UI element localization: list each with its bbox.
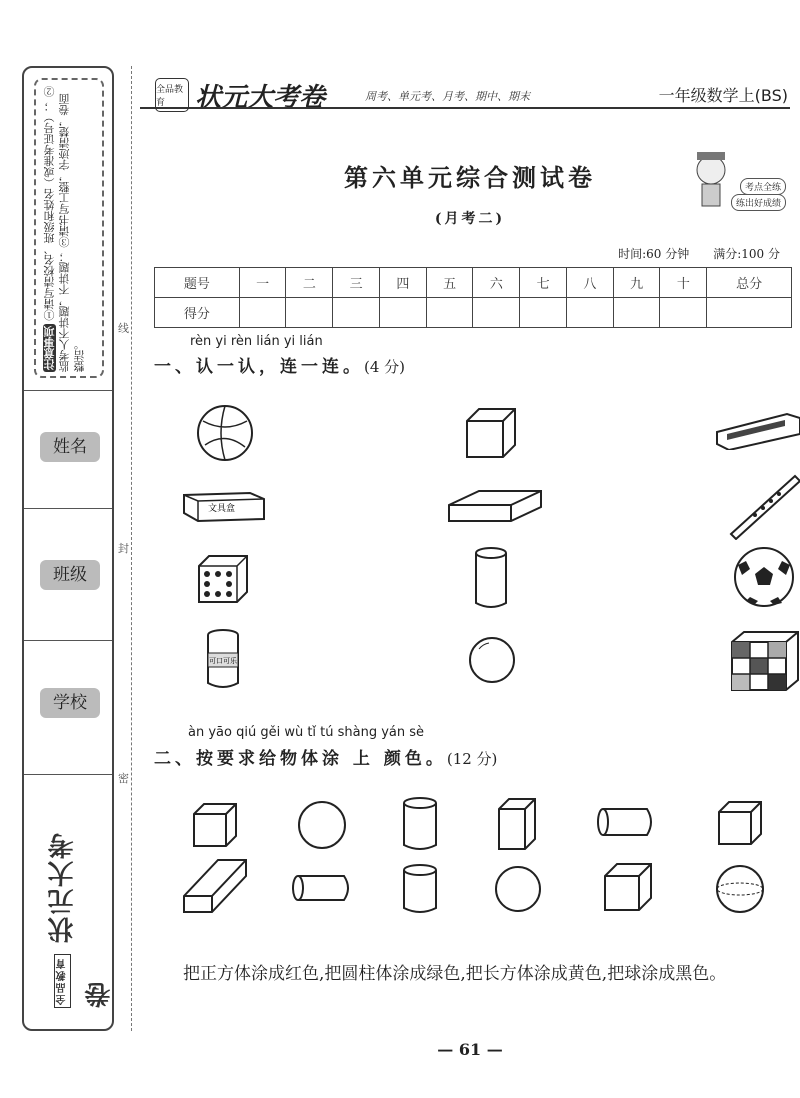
score-table: [154, 267, 792, 328]
score-table-header: [155, 268, 792, 298]
note-3: ③请书写工整，字迹清楚，卷面整洁。: [58, 93, 86, 372]
section1-heading: [154, 352, 405, 377]
grade-label: 一年级数学上(BS): [658, 86, 788, 105]
cell: 一: [239, 268, 286, 298]
divider: [24, 508, 112, 509]
sphere-icon[interactable]: [295, 798, 349, 852]
score-input[interactable]: [426, 298, 473, 328]
cell: 八: [566, 268, 613, 298]
score-input[interactable]: [239, 298, 286, 328]
cell: 得分: [155, 298, 240, 328]
page-number: — 61 —: [437, 1040, 503, 1059]
cell: 三: [333, 268, 380, 298]
cube-icon[interactable]: [601, 860, 655, 914]
section2-pinyin: àn yāo qiú gěi wù tǐ tú shàng yán sè: [188, 725, 425, 740]
notes-heading: 注意事项: [43, 326, 56, 370]
section1-pinyin: rèn yi rèn lián yi lián: [190, 334, 323, 349]
side-logo-text: 状元大考卷: [48, 830, 115, 1008]
score-input[interactable]: [473, 298, 520, 328]
flute-icon[interactable]: [725, 470, 800, 540]
note-1: ①请写清校名、班级和姓名（或准考证号）；: [43, 100, 56, 321]
school-field[interactable]: 学校: [40, 688, 100, 718]
mascot-bubble-2: 练出好成绩: [731, 194, 786, 211]
cell: 题号: [155, 268, 240, 298]
section2-title: 二、按要求给物体涂 上 颜色。: [154, 749, 447, 769]
cell: 十: [660, 268, 707, 298]
notes-box: [34, 78, 104, 378]
divider: [24, 774, 112, 775]
section1-title: 一、认一认，连一连。: [154, 357, 364, 377]
page-subtitle: (月考二): [434, 211, 506, 227]
cell: 九: [613, 268, 660, 298]
sphere-icon[interactable]: [713, 862, 767, 916]
can-icon[interactable]: [203, 627, 243, 693]
eraser-box-icon[interactable]: [715, 410, 800, 450]
page-title: 第六单元综合测试卷: [344, 163, 596, 192]
can-label: 可口可乐: [209, 657, 237, 665]
cell: 五: [426, 268, 473, 298]
pencil-box-label: 文具盒: [208, 504, 236, 514]
tagline: 周考、单元考、月考、期中、期末: [365, 90, 530, 103]
score-table-row: [155, 298, 792, 328]
score-input[interactable]: [613, 298, 660, 328]
cube-icon[interactable]: [463, 405, 519, 461]
dice-icon[interactable]: [195, 550, 251, 606]
cube-icon[interactable]: [190, 800, 240, 850]
score-input[interactable]: [707, 298, 792, 328]
score-input[interactable]: [286, 298, 333, 328]
cylinder-icon[interactable]: [400, 795, 440, 855]
score-input[interactable]: [520, 298, 567, 328]
side-logo: [44, 808, 115, 1008]
pencil-box-icon[interactable]: [180, 485, 268, 527]
score-input[interactable]: [333, 298, 380, 328]
sphere-icon[interactable]: [493, 864, 543, 914]
mascot-icon: [686, 148, 736, 214]
score-input[interactable]: [566, 298, 613, 328]
score-input[interactable]: [660, 298, 707, 328]
time-info: 时间:60 分钟 满分:100 分: [618, 247, 780, 261]
section1-points: (4 分): [364, 358, 406, 376]
rubiks-cube-icon[interactable]: [728, 630, 800, 692]
cut-mark: 密: [118, 772, 129, 785]
logo-mark: 全品教育: [155, 78, 189, 112]
match-area: [175, 395, 800, 695]
divider: [24, 640, 112, 641]
soccer-ball-icon[interactable]: [728, 545, 800, 609]
section2-points: (12 分): [446, 750, 498, 768]
class-field[interactable]: 班级: [40, 560, 100, 590]
cell: 六: [473, 268, 520, 298]
cell: 七: [520, 268, 567, 298]
divider: [24, 390, 112, 391]
score-input[interactable]: [379, 298, 426, 328]
header-rule: [140, 107, 790, 109]
cut-mark: 线: [118, 322, 129, 335]
side-logo-badge: 全品教育: [54, 954, 71, 1008]
cylinder-icon[interactable]: [595, 805, 655, 839]
cube-icon[interactable]: [715, 798, 765, 848]
cylinder-icon[interactable]: [290, 872, 352, 904]
section2-heading: [154, 744, 497, 769]
mascot-bubble-1: 考点全练: [740, 178, 786, 195]
cylinder-icon[interactable]: [400, 862, 440, 918]
mascot: [686, 148, 786, 214]
cuboid-icon[interactable]: [495, 795, 539, 853]
cylinder-icon[interactable]: [473, 545, 509, 611]
sphere-icon[interactable]: [467, 635, 517, 685]
note-2: ②监考人不讲题，不讲题；: [43, 86, 71, 372]
name-field[interactable]: 姓名: [40, 432, 100, 462]
cell: 二: [286, 268, 333, 298]
cell: 四: [379, 268, 426, 298]
brand-name: 状元大考卷: [195, 82, 326, 113]
cell: 总分: [707, 268, 792, 298]
instruction-text: 把正方体涂成红色,把圆柱体涂成绿色,把长方体涂成黄色,把球涂成黑色。: [183, 964, 727, 984]
volleyball-icon[interactable]: [195, 403, 255, 463]
cut-mark: 封: [118, 542, 129, 555]
cuboid-icon[interactable]: [180, 856, 250, 916]
cuboid-icon[interactable]: [445, 487, 545, 527]
coloring-area: [175, 790, 800, 930]
